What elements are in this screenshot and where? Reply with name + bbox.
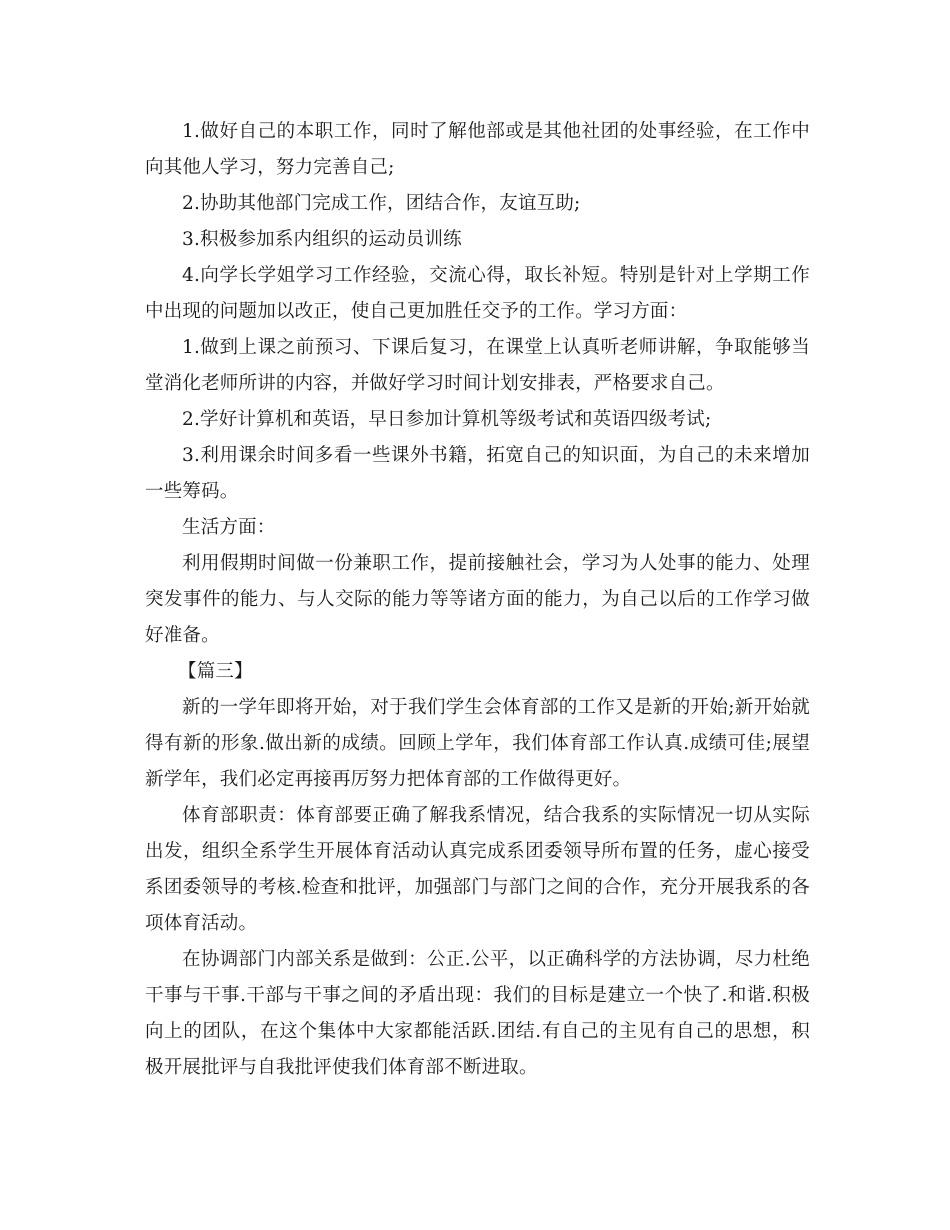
paragraph-duties: 体育部职责：体育部要正确了解我系情况，结合我系的实际情况一切从实际出发，组织全系学生开展体育活动认真完成系团委领导所布置的任务，虚心接受系团委领导的考核.检查和批评，加强部门与部门之间的合作，充分开展我系的各项体育活动。 [145,805,810,934]
paragraph-new-year: 新的一学年即将开始，对于我们学生会体育部的工作又是新的开始;新开始就得有新的形象.做出新的成绩。回顾上学年，我们体育部工作认真.成绩可佳;展望新学年，我们必定再接再厉努力把体育部的工作做得更好。 [145,697,810,790]
paragraph-work-item-3: 3.积极参加系内组织的运动员训练 [182,229,462,250]
section-heading-part-three: 【篇三】 [178,661,253,682]
paragraph-study-item-1: 1.做到上课之前预习、下课后复习，在课堂上认真听老师讲解，争取能够当堂消化老师所讲的内容，并做好学习时间计划安排表，严格要求自己。 [145,337,810,394]
paragraph-work-item-2: 2.协助其他部门完成工作，团结合作，友谊互助; [182,193,581,214]
paragraph-work-item-4: 4.向学长学姐学习工作经验，交流心得，取长补短。特别是针对上学期工作中出现的问题加以改正，使自己更加胜任交予的工作。学习方面： [145,265,810,322]
paragraph-study-item-2: 2.学好计算机和英语，早日参加计算机等级考试和英语四级考试; [182,409,712,430]
section-heading-life: 生活方面： [182,517,276,538]
document-body [145,114,810,1086]
paragraph-study-item-3: 3.利用课余时间多看一些课外书籍，拓宽自己的知识面，为自己的未来增加一些筹码。 [145,445,810,502]
paragraph-coordination: 在协调部门内部关系是做到：公正.公平，以正确科学的方法协调，尽力杜绝干事与干事.干部与干事之间的矛盾出现：我们的目标是建立一个快了.和谐.积极向上的团队，在这个集体中大家都能活跃.团结.有自己的主见有自己的思想，积极开展批评与自我批评使我们体育部不断进取。 [145,949,810,1078]
paragraph-work-item-1: 1.做好自己的本职工作，同时了解他部或是其他社团的处事经验，在工作中向其他人学习，努力完善自己; [145,121,810,178]
paragraph-life: 利用假期时间做一份兼职工作，提前接触社会，学习为人处事的能力、处理突发事件的能力、与人交际的能力等等诸方面的能力，为自己以后的工作学习做好准备。 [145,553,810,646]
